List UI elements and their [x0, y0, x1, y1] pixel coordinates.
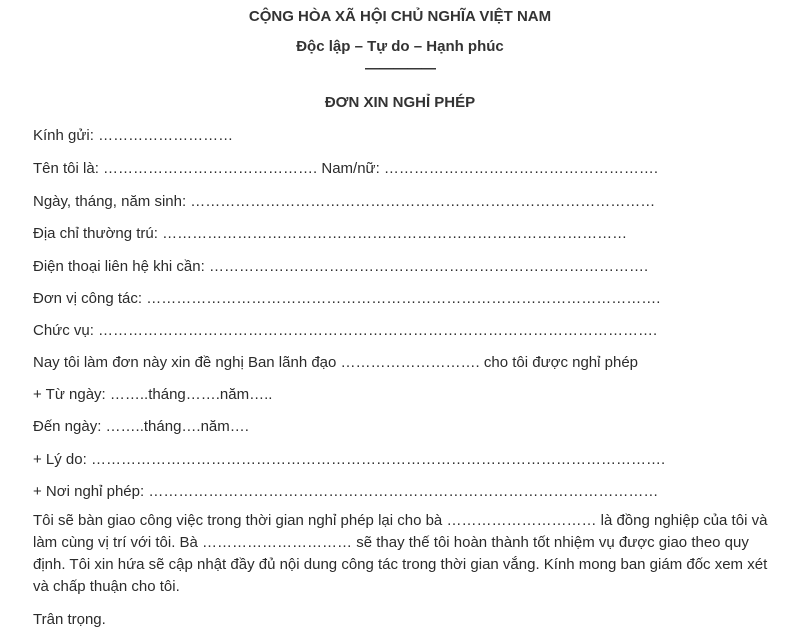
- national-title: CỘNG HÒA XÃ HỘI CHỦ NGHĨA VIỆT NAM: [248, 8, 552, 25]
- document-title: ĐƠN XIN NGHỈ PHÉP: [324, 94, 476, 111]
- motto: Độc lập – Tự do – Hạnh phúc: [296, 38, 504, 55]
- request-line: Nay tôi làm đơn này xin đề nghị Ban lãnh đạo ………………………. cho tôi được nghỉ phép: [33, 354, 639, 371]
- handover-paragraph: Tôi sẽ bàn giao công việc trong thời gian nghỉ phép lại cho bà ………………………… là đồng nghiệp của tôi và làm cùng vị trí với tôi. Bà ………………………… sẽ thay thế tôi hoàn thành tốt nhiệm vụ được giao theo quy định. Tôi xin hứa sẽ cập nhật đầy đủ nội dung công tác trong thời gian vắng. Kính mong ban giám đốc xem xét và chấp thuận cho tôi.: [33, 512, 768, 595]
- from-date-line: + Từ ngày: ……..tháng…….năm…..: [33, 386, 273, 403]
- to-date-line: Đến ngày: ……..tháng….năm….: [33, 418, 249, 435]
- phone-line: Điện thoại liên hệ khi cần: …………………………………………………………………………….: [33, 258, 649, 275]
- recipient-line: Kính gửi: ………………………: [33, 127, 234, 144]
- position-line: Chức vụ: ………………………………………………………………………………………………….: [33, 322, 658, 339]
- reason-line: + Lý do: …………………………………………………………………………………………………….: [33, 451, 666, 468]
- closing-text: Trân trọng.: [33, 611, 106, 628]
- unit-line: Đơn vị công tác: ………………………………………………………………………………………….: [33, 290, 661, 307]
- name-gender-line: Tên tôi là: ……………………………………. Nam/nữ: ……………………………………………….: [33, 160, 659, 177]
- birthdate-line: Ngày, tháng, năm sinh: …………………………………………………………………………………: [33, 193, 656, 210]
- address-line: Địa chỉ thường trú: …………………………………………………………………………………: [33, 225, 628, 242]
- leave-place-line: + Nơi nghỉ phép: …………………………………………………………………………………………: [33, 483, 659, 500]
- header-rule: —————: [365, 60, 435, 77]
